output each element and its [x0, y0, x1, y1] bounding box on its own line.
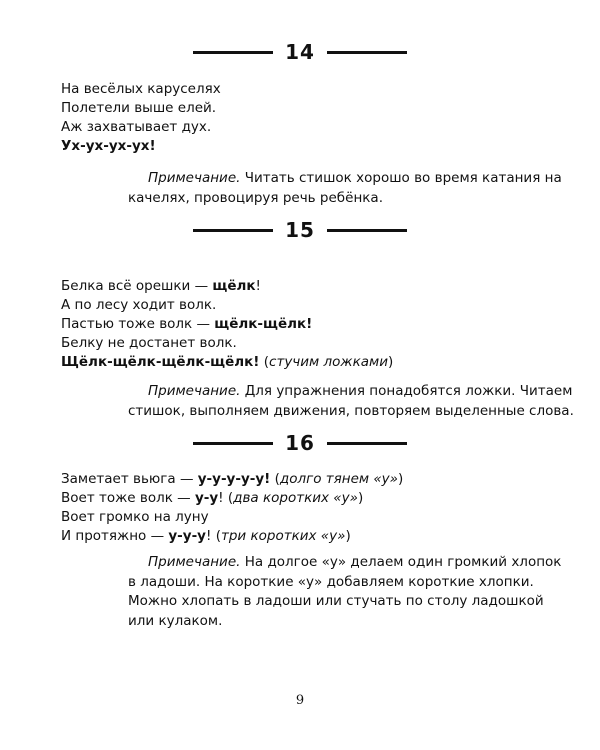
header-rule-left	[193, 442, 273, 445]
note-line	[128, 382, 573, 402]
poem-text: Белку не достанет волк.	[61, 335, 237, 351]
note-text: в ладоши. На короткие «у» добавляем короткие хлопки.	[128, 573, 534, 590]
poem-text: Воет громко на луну	[61, 509, 209, 525]
note-line	[128, 402, 574, 422]
poem-line	[61, 137, 541, 156]
section-header-15	[0, 215, 600, 245]
poem-line	[61, 118, 541, 137]
poem-line	[61, 99, 541, 118]
emphasized-text: Щёлк-щёлк-щёлк-щёлк!	[61, 354, 260, 370]
poem-line	[61, 508, 541, 527]
stage-direction: два коротких «у»	[233, 490, 358, 506]
note-16	[128, 553, 562, 631]
note-14	[128, 169, 562, 208]
note-text: Для упражнения понадобятся ложки. Читаем	[240, 383, 573, 399]
note-text: Можно хлопать в ладоши или стучать по столу ладошкой	[128, 593, 544, 609]
emphasized-text: Ух-ух-ух-ух!	[61, 138, 156, 154]
header-rule-left	[193, 229, 273, 232]
poem-text: Белка всё орешки —	[61, 278, 213, 294]
section-number: 14	[285, 40, 315, 64]
emphasized-text: щёлк-щёлк!	[214, 316, 313, 332]
poem-16	[61, 470, 541, 546]
stage-direction: три коротких «у»	[220, 528, 346, 544]
note-text: качелях, провоцируя речь ребёнка.	[128, 189, 383, 206]
poem-line	[61, 470, 541, 489]
emphasized-text: у-у-у	[168, 528, 206, 544]
note-label: Примечание.	[148, 170, 241, 186]
note-text: стишок, выполняем движения, повторяем выделенные слова.	[128, 402, 574, 419]
note-line	[128, 612, 542, 632]
poem-14	[61, 80, 541, 156]
header-rule-right	[327, 51, 407, 54]
poem-text: И протяжно —	[61, 528, 169, 544]
emphasized-text: щёлк	[212, 278, 256, 294]
poem-text: Пастью тоже волк —	[61, 316, 215, 332]
poem-line	[61, 527, 541, 546]
poem-text: ! (	[205, 528, 221, 544]
poem-text: А по лесу ходит волк.	[61, 297, 217, 313]
note-text: или кулаком.	[128, 612, 223, 629]
emphasized-text: у-у-у-у-у!	[197, 471, 271, 487]
section-number: 15	[285, 218, 315, 242]
poem-text: Аж захватывает дух.	[61, 119, 212, 135]
note-line	[128, 189, 542, 209]
stage-direction: долго тянем «у»	[279, 471, 399, 487]
section-header-16	[0, 428, 600, 458]
poem-15	[61, 277, 541, 372]
poem-text: ! (	[218, 490, 234, 506]
note-15	[128, 382, 574, 421]
poem-text: !	[255, 278, 261, 294]
poem-line	[61, 334, 541, 353]
poem-text: Полетели выше елей.	[61, 100, 217, 116]
poem-text: (	[270, 471, 280, 487]
poem-line	[61, 315, 541, 334]
section-header-14	[0, 37, 600, 67]
poem-text: (	[259, 354, 270, 370]
page-number: 9	[295, 693, 305, 708]
poem-text: )	[387, 354, 394, 370]
poem-text: Заметает вьюга —	[61, 471, 198, 487]
poem-text: )	[398, 471, 404, 487]
emphasized-text: у-у	[194, 490, 219, 506]
poem-text: )	[345, 528, 351, 544]
note-text: На долгое «у» делаем один громкий хлопок	[240, 554, 562, 570]
poem-line	[61, 489, 541, 508]
header-rule-left	[193, 51, 273, 54]
section-number: 16	[285, 431, 315, 455]
poem-text: )	[357, 490, 364, 506]
note-line	[128, 592, 542, 612]
header-rule-right	[327, 229, 407, 232]
poem-line	[61, 353, 541, 372]
note-line	[128, 573, 542, 593]
note-line	[128, 169, 562, 189]
note-label: Примечание.	[148, 383, 241, 399]
poem-text: Воет тоже волк —	[61, 490, 195, 506]
poem-line	[61, 277, 541, 296]
poem-text: На весёлых каруселях	[61, 81, 221, 97]
header-rule-right	[327, 442, 407, 445]
note-text: Читать стишок хорошо во время катания на	[240, 170, 562, 186]
note-line	[128, 553, 562, 573]
poem-line	[61, 296, 541, 315]
stage-direction: стучим ложками	[269, 354, 388, 370]
note-label: Примечание.	[148, 554, 241, 570]
poem-line	[61, 80, 541, 99]
